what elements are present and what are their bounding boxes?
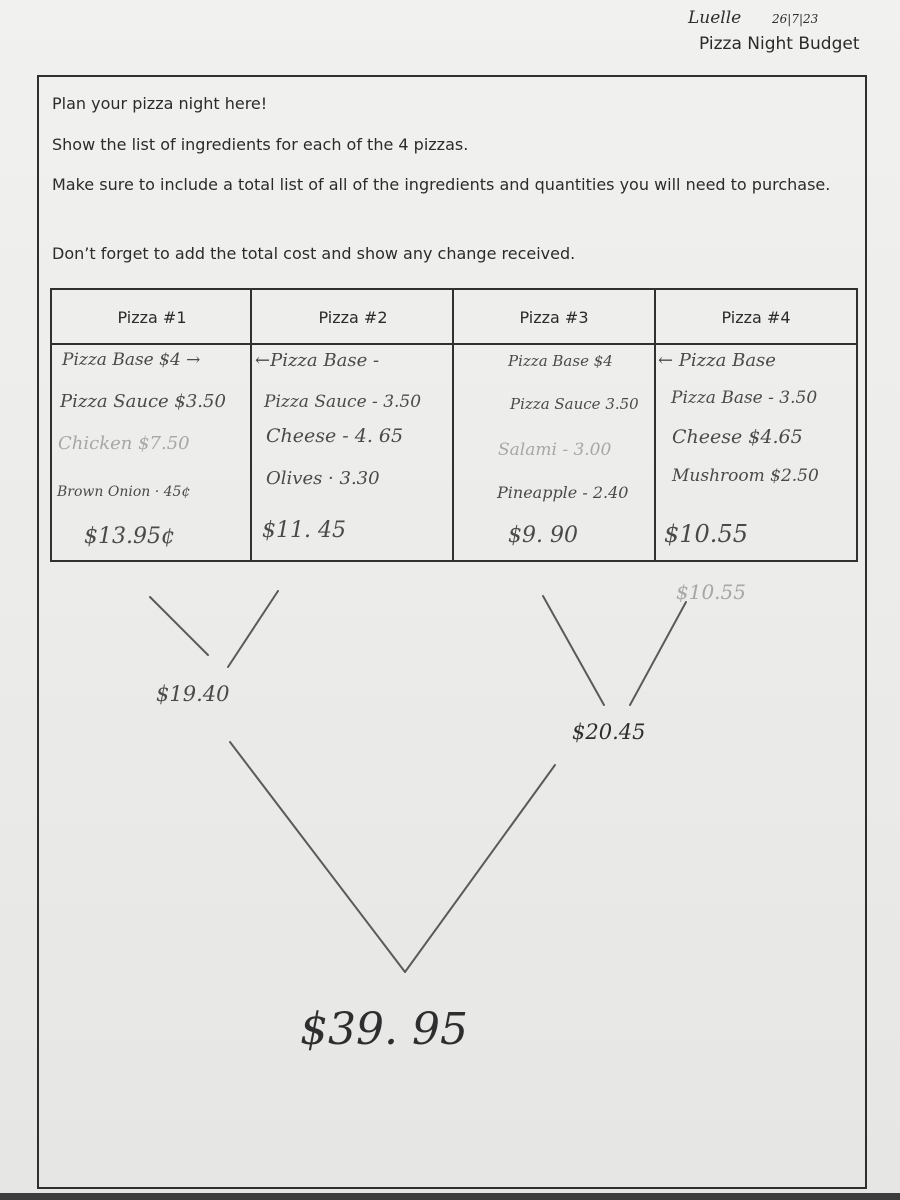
pizza-1-total: $13.95¢: [84, 524, 175, 549]
pizza-3-item: Pizza Sauce 3.50: [510, 395, 639, 413]
pizza-4-total-note: $10.55: [676, 580, 746, 604]
instruction-2: Show the list of ingredients for each of the 4 pizzas.: [52, 135, 469, 154]
pizza-4-item: Mushroom $2.50: [672, 466, 819, 486]
tree-branch: [230, 742, 405, 972]
grand-total: $39. 95: [300, 1004, 468, 1055]
pizza-4-item: ← Pizza Base: [658, 350, 776, 371]
pizza-3-total: $9. 90: [508, 523, 578, 548]
instruction-4: Don’t forget to add the total cost and show any change received.: [52, 244, 576, 263]
pizza-2-item: Pizza Sauce - 3.50: [264, 392, 422, 412]
column-header-pizza-1: Pizza #1: [117, 308, 187, 327]
handwritten-date: 26|7|23: [772, 12, 819, 26]
pizza-3-item: Pineapple - 2.40: [497, 483, 629, 502]
pizza-1-item: Pizza Base $4 →: [62, 350, 201, 370]
author-signature: Luelle: [688, 8, 742, 28]
pizza-2-total: $11. 45: [262, 518, 346, 543]
pizza-2-item: Olives · 3.30: [266, 468, 380, 489]
pizza-1-item: Pizza Sauce $3.50: [60, 391, 226, 412]
document-title: Pizza Night Budget: [699, 34, 860, 54]
pizza-3-item: Pizza Base $4: [508, 352, 613, 370]
column-header-pizza-4: Pizza #4: [721, 308, 791, 327]
pizza-4-item: Cheese $4.65: [672, 426, 803, 448]
subtotal-pizzas-1-2: $19.40: [156, 682, 230, 706]
column-header-pizza-2: Pizza #2: [318, 308, 388, 327]
tree-branch: [543, 596, 604, 705]
tree-branch: [228, 591, 278, 667]
pizza-3-item: Salami - 3.00: [498, 440, 612, 460]
pizza-2-item: ←Pizza Base -: [255, 350, 380, 371]
tree-branch: [630, 602, 686, 705]
subtotal-pizzas-3-4: $20.45: [572, 720, 646, 744]
pizza-1-item: Brown Onion · 45¢: [57, 484, 191, 500]
pizza-4-item: Pizza Base - 3.50: [671, 388, 818, 408]
pizza-2-item: Cheese - 4. 65: [266, 425, 404, 447]
pizza-4-total: $10.55: [664, 520, 748, 548]
pizza-1-item: Chicken $7.50: [58, 433, 190, 454]
instruction-3: Make sure to include a total list of all of the ingredients and quantities you will need to purchase.: [52, 175, 831, 194]
tree-branch: [405, 765, 555, 972]
column-header-pizza-3: Pizza #3: [519, 308, 589, 327]
instruction-1: Plan your pizza night here!: [52, 94, 268, 113]
tree-branch: [150, 597, 208, 655]
